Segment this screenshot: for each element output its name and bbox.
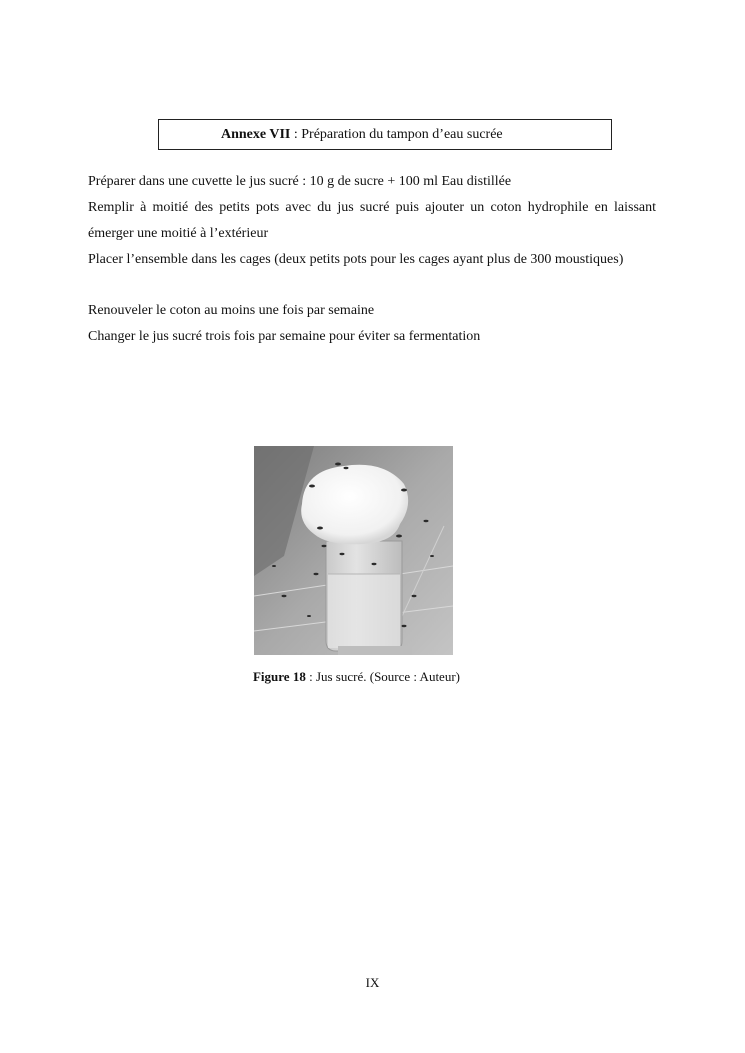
annex-title-text: : Préparation du tampon d’eau sucrée (290, 127, 503, 142)
annex-title-box (158, 119, 612, 150)
figure-caption (0, 669, 745, 685)
annex-title-label: Annexe VII (221, 127, 291, 142)
paragraph-4: Renouveler le coton au moins une fois par semaine (88, 303, 375, 318)
figure-label: Figure 18 (252, 669, 306, 684)
paragraph-2: Remplir à moitié des petits pots avec du jus sucré puis ajouter un coton hydrophile en laissant émerger une moitié à l’extérieur (88, 200, 656, 241)
paragraph-1: Préparer dans une cuvette le jus sucré : 10 g de sucre + 100 ml Eau distillée (88, 174, 512, 189)
paragraph-3: Placer l’ensemble dans les cages (deux petits pots pour les cages ayant plus de 300 moustiques) (88, 252, 624, 267)
page-number: IX (365, 975, 380, 990)
annex-title (221, 120, 503, 149)
figure-caption-text: : Jus sucré. (Source : Auteur) (305, 669, 460, 684)
paragraph-5: Changer le jus sucré trois fois par semaine pour éviter sa fermentation (88, 329, 481, 344)
sugar-water-photo (254, 446, 453, 655)
